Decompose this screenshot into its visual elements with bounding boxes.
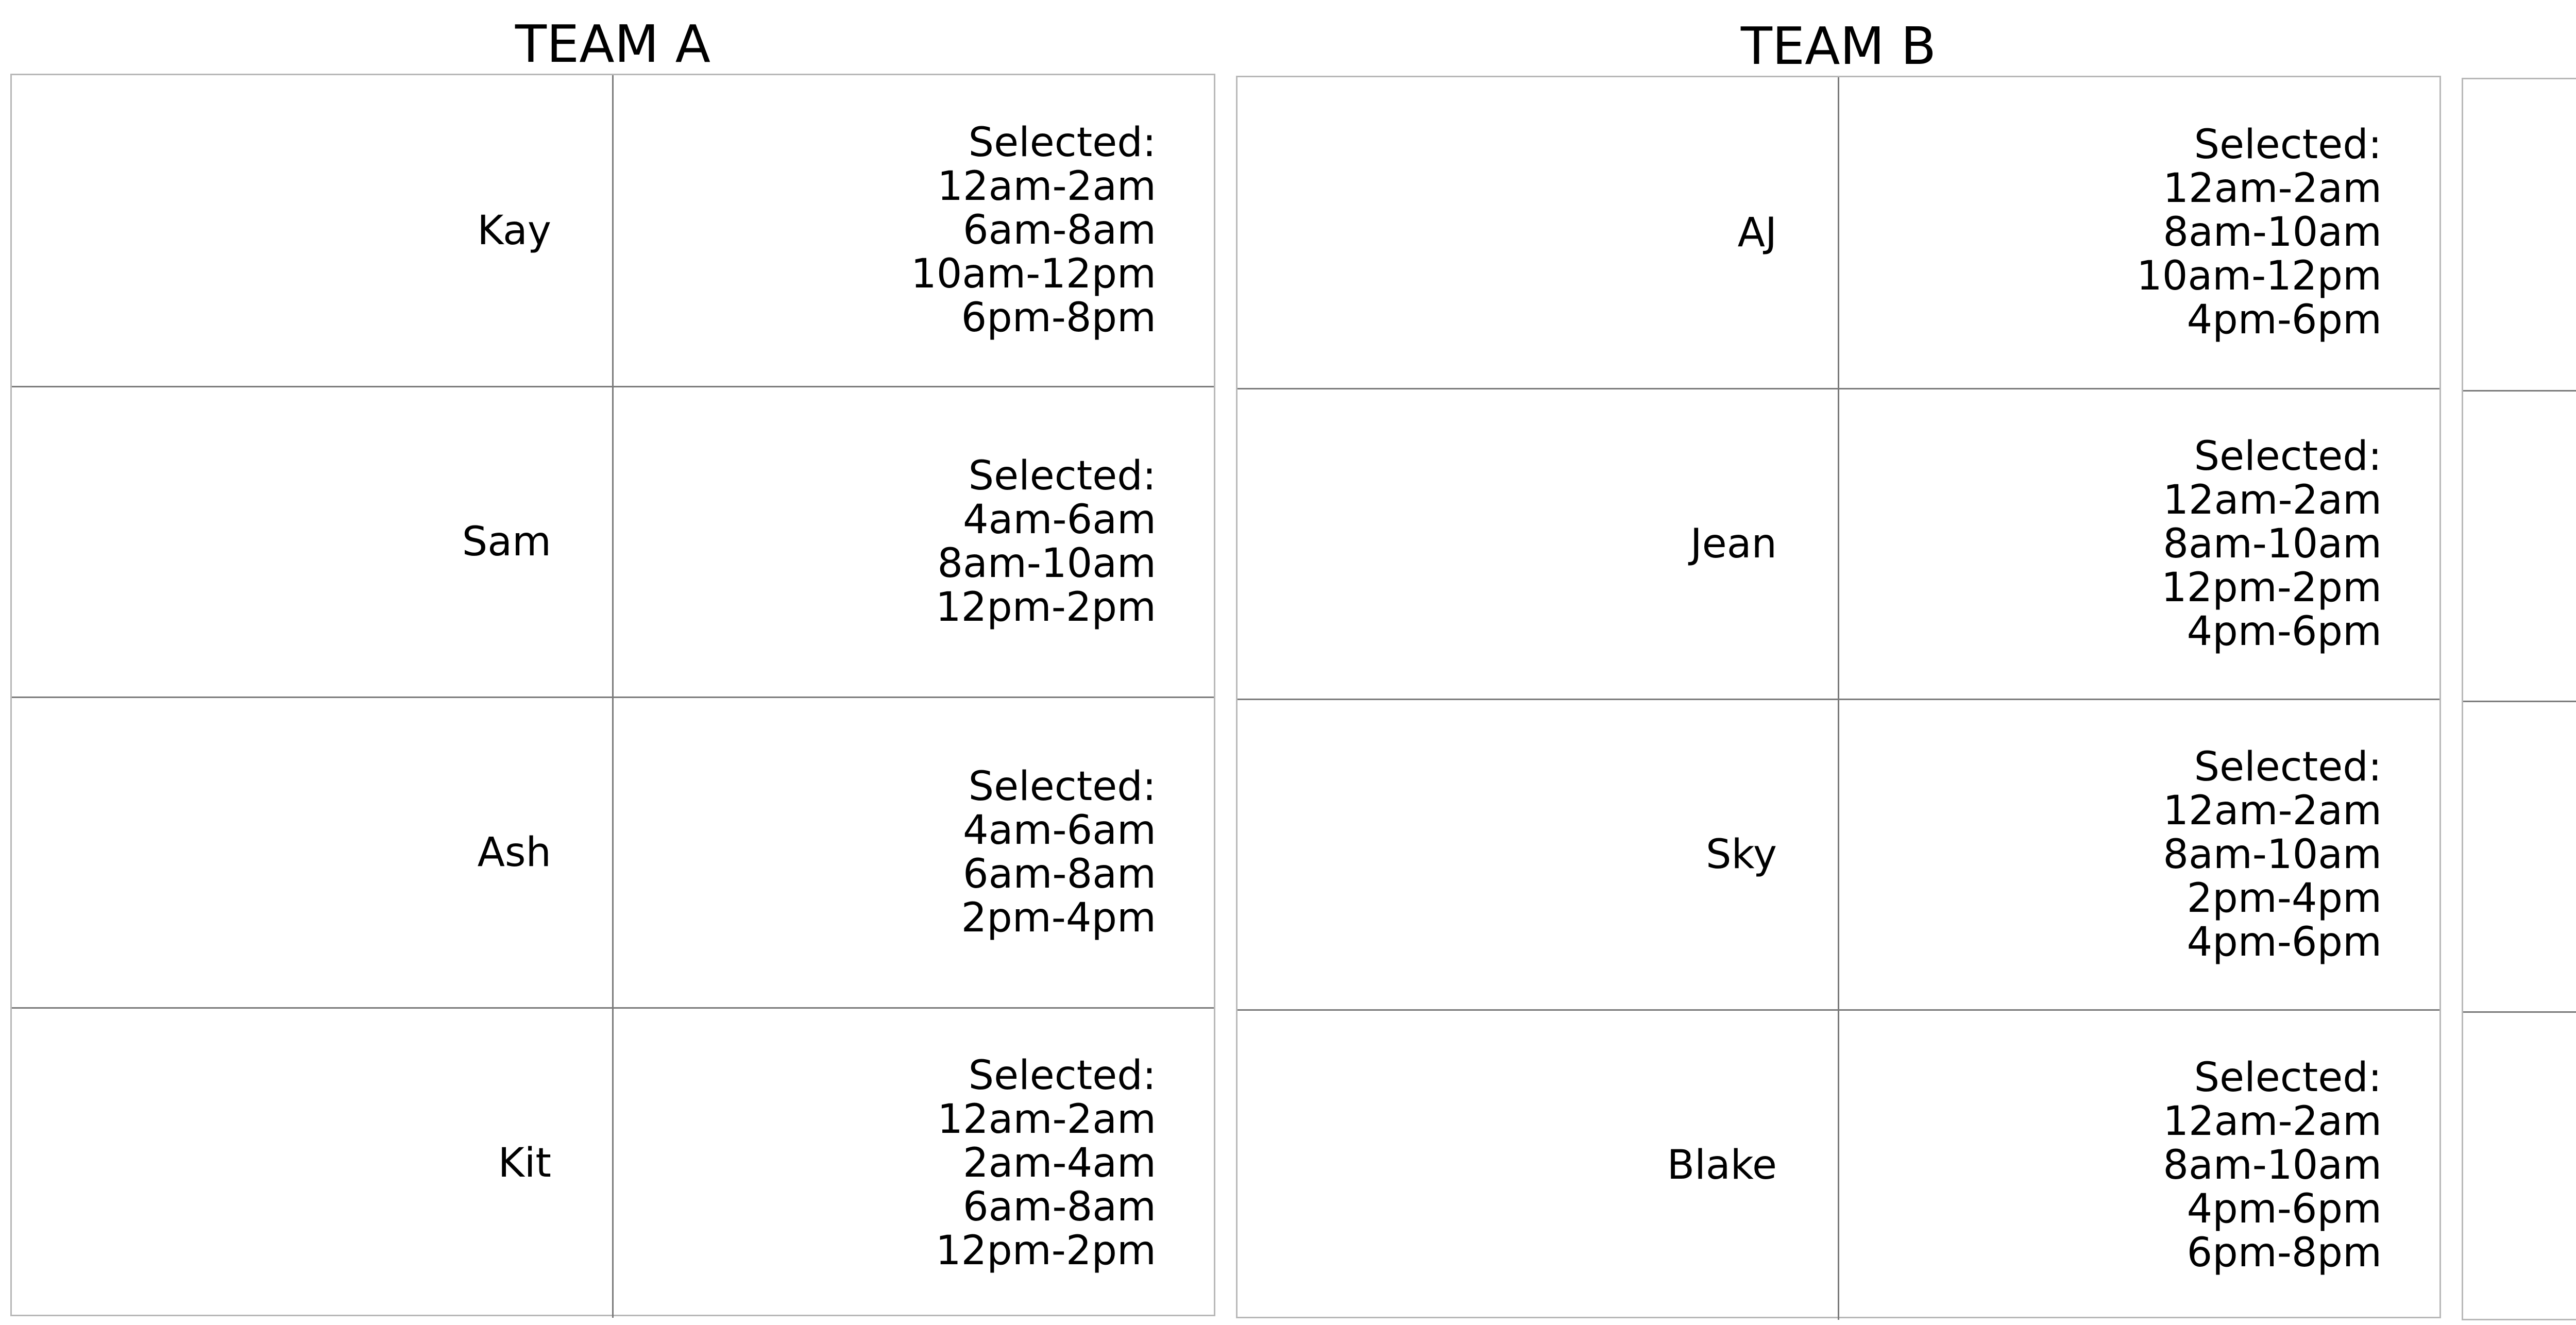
time-slot: 12am-2am: [2163, 165, 2382, 212]
time-slot: 4pm-6pm: [2187, 608, 2382, 655]
time-slot: 4pm-6pm: [2187, 297, 2382, 343]
selected-heading: Selected:: [2194, 433, 2382, 480]
member-row: [1238, 77, 2439, 388]
team-title: TEAM B: [1740, 16, 1937, 76]
member-name: Kit: [12, 1009, 614, 1318]
member-name: [2463, 79, 2576, 390]
member-name: AJ: [1238, 77, 1839, 388]
member-name: Sam: [12, 387, 614, 697]
time-slot: 12am-2am: [937, 1096, 1156, 1143]
member-row: [12, 75, 1214, 386]
time-slot: 8am-10am: [2163, 520, 2382, 567]
selected-heading: Selected:: [968, 1052, 1156, 1099]
member-name: Sky: [1238, 700, 1839, 1009]
time-slot: 6pm-8pm: [961, 295, 1156, 341]
selected-heading: Selected:: [2194, 1054, 2382, 1101]
time-slot: 6pm-8pm: [2187, 1229, 2382, 1276]
time-slot: 12am-2am: [937, 163, 1156, 210]
selected-slots: [1839, 77, 2443, 388]
time-slot: 10am-12pm: [2137, 253, 2382, 299]
time-slot: 12am-2am: [2163, 1098, 2382, 1145]
selected-slots: [614, 75, 1217, 386]
member-row: [1238, 388, 2439, 699]
selected-slots: [1839, 1011, 2443, 1320]
member-row: [1238, 1009, 2439, 1320]
time-slot: 12pm-2pm: [935, 584, 1156, 631]
time-slot: 6am-8am: [963, 851, 1156, 897]
time-slot: 6am-8am: [963, 1183, 1156, 1230]
time-slot: 8am-10am: [937, 540, 1156, 587]
member-row: [2463, 79, 2576, 390]
member-name: [2463, 1013, 2576, 1322]
selected-slots: [614, 1009, 1217, 1318]
selected-slots: [1839, 389, 2443, 699]
selected-heading: Selected:: [2194, 122, 2382, 168]
team-title: [2462, 23, 2576, 74]
member-name: Ash: [12, 698, 614, 1007]
time-slot: 12pm-2pm: [935, 1227, 1156, 1274]
selected-slots: [1839, 700, 2443, 1009]
member-name: [2463, 702, 2576, 1011]
time-slot: 4am-6am: [963, 497, 1156, 543]
time-slot: 8am-10am: [2163, 209, 2382, 256]
member-row: [2463, 701, 2576, 1011]
selected-slots: [614, 387, 1217, 697]
member-name: Jean: [1238, 389, 1839, 699]
selected-heading: Selected:: [2194, 743, 2382, 790]
time-slot: 2pm-4pm: [2187, 875, 2382, 922]
time-slot: 10am-12pm: [911, 251, 1156, 297]
member-row: [2463, 1011, 2576, 1322]
team-title: TEAM A: [515, 14, 711, 74]
member-row: [12, 386, 1214, 697]
time-slot: 12pm-2pm: [2161, 564, 2382, 611]
time-slot: 8am-10am: [2163, 831, 2382, 878]
member-row: [12, 1007, 1214, 1318]
time-slot: 12am-2am: [2163, 787, 2382, 834]
selected-heading: Selected:: [968, 453, 1156, 499]
time-slot: 12am-2am: [2163, 477, 2382, 523]
team-table: [1236, 76, 2441, 1318]
member-name: [2463, 392, 2576, 701]
member-row: [2463, 390, 2576, 701]
time-slot: 4pm-6pm: [2187, 1185, 2382, 1232]
member-name: Blake: [1238, 1011, 1839, 1320]
time-slot: 4pm-6pm: [2187, 919, 2382, 965]
time-slot: 2am-4am: [963, 1140, 1156, 1186]
time-slot: 4am-6am: [963, 807, 1156, 854]
selected-heading: Selected:: [968, 120, 1156, 166]
member-name: Kay: [12, 75, 614, 386]
member-row: [12, 697, 1214, 1007]
time-slot: 6am-8am: [963, 207, 1156, 253]
selected-heading: Selected:: [968, 763, 1156, 810]
time-slot: 8am-10am: [2163, 1142, 2382, 1188]
team-table: [10, 74, 1215, 1316]
time-slot: 2pm-4pm: [961, 895, 1156, 941]
selected-slots: [614, 698, 1217, 1007]
team-table: [2462, 78, 2576, 1320]
member-row: [1238, 699, 2439, 1009]
